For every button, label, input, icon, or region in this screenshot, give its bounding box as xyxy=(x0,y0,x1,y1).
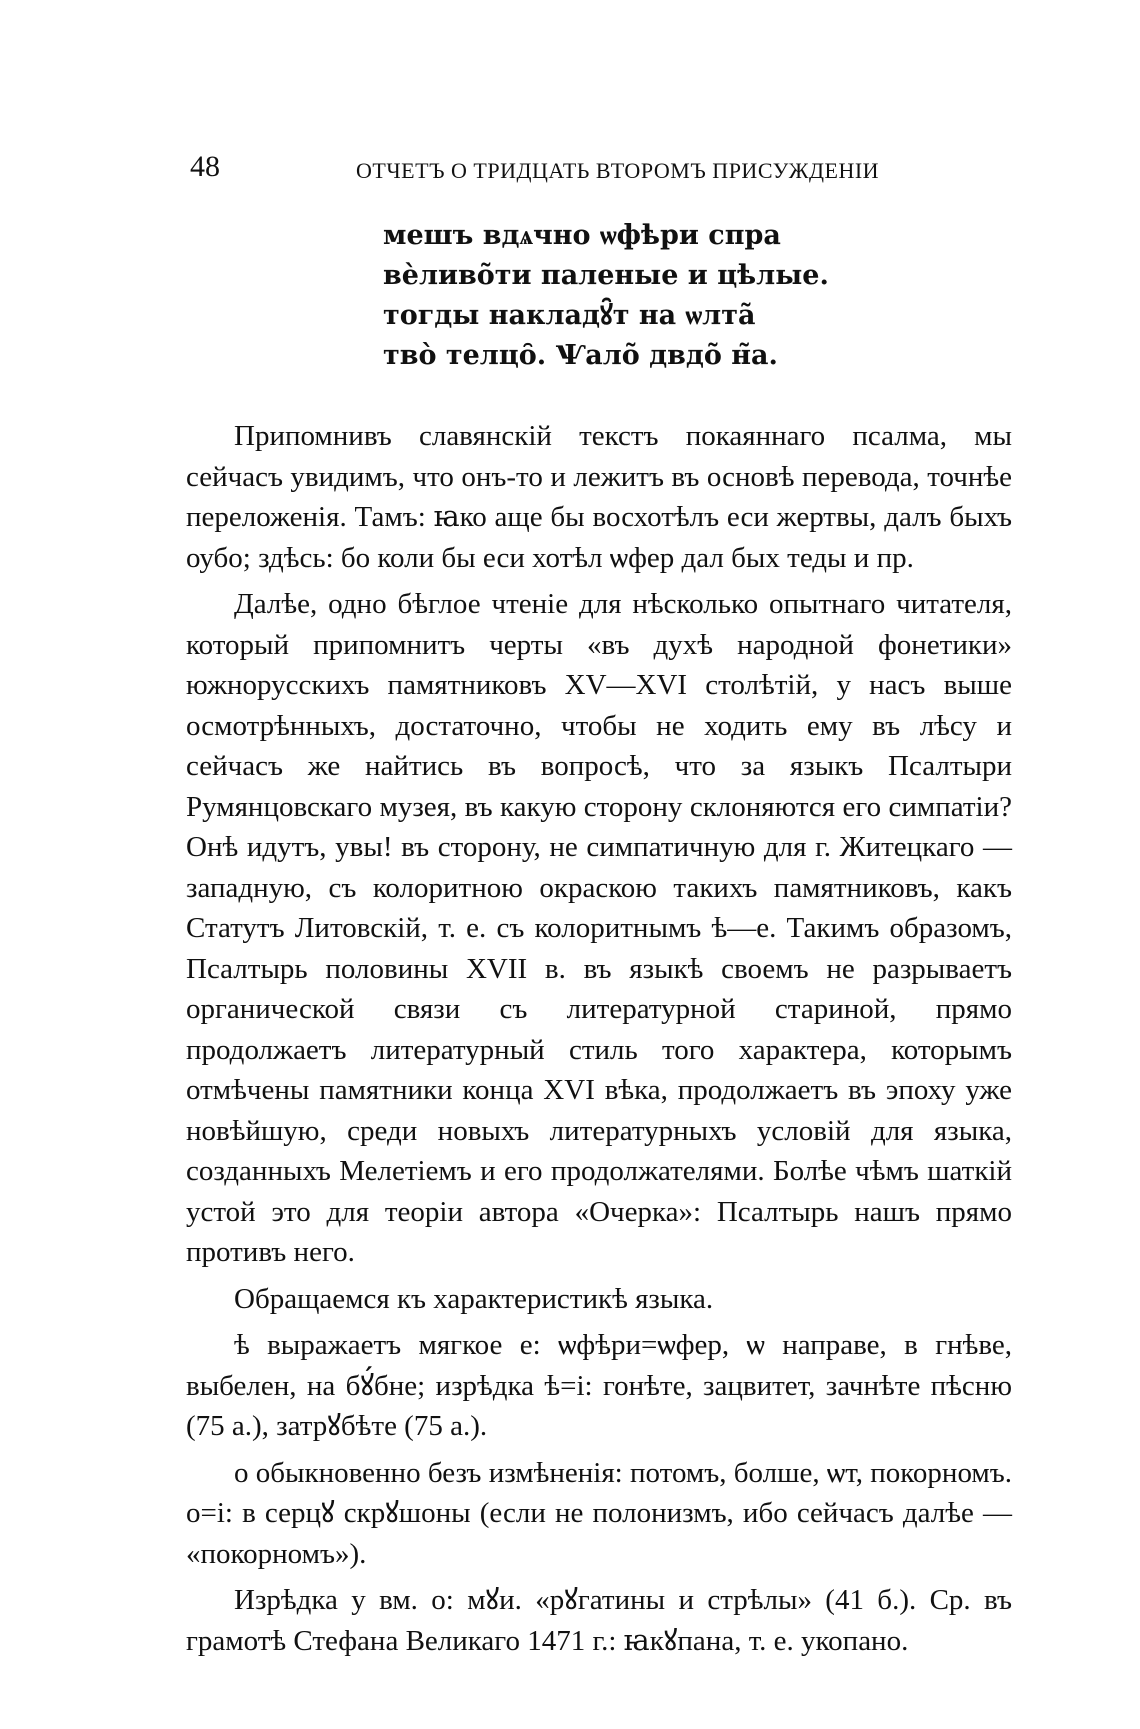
quote-line: вѐливо̃ти паленые и цѣлые. xyxy=(383,260,829,291)
paragraph: Припомнивъ славянскій текстъ покаяннаго псалма, мы сейчасъ увидимъ, что онъ-то и лежитъ въ основѣ перевода, точнѣе переложенія. Тамъ: ꙗко аще бы восхотѣлъ еси жертвы, далъ быхъ оубо; здѣсь: бо коли бы еси хотѣл ѡфер дал бых теды и пр. xyxy=(186,420,1012,574)
slavonic-quote xyxy=(383,216,1012,376)
quote-line: тогды накладꙋ̑т на ѡлта̃ xyxy=(383,300,756,331)
paragraph: Изрѣдка у вм. о: мꙋи. «рꙋгатины и стрѣлы» (41 б.). Ср. въ грамотѣ Стефана Великаго 1471 г.: ꙗкꙋпана, т. е. укопано. xyxy=(186,1584,1012,1657)
body-text xyxy=(186,416,1012,1661)
running-title: ОТЧЕТЪ О ТРИДЦАТЬ ВТОРОМЪ ПРИСУЖДЕНІИ xyxy=(356,158,880,183)
paragraph: Далѣе, одно бѣглое чтеніе для нѣсколько опытнаго читателя, который припомнитъ черты «въ духѣ народной фонетики» южнорусскихъ памятниковъ XV—XVI столѣтій, у насъ выше осмотрѣнныхъ, достаточно, чтобы не ходить ему въ лѣсу и сейчасъ же найтись въ вопросѣ, что за языкъ Псалтыри Румянцовскаго музея, въ какую сторону склоняются его симпатіи? Онѣ идутъ, увы! въ сторону, не симпатичную для г. Житецкаго — западную, съ колоритною окраскою такихъ памятниковъ, какъ Статутъ Литовскій, т. е. съ колоритнымъ ѣ—е. Такимъ образомъ, Псалтырь половины XVII в. въ языкѣ своемъ не разрываетъ органической связи съ литературной стариной, прямо продолжаетъ литературный стиль того характера, которымъ отмѣчены памятники конца XVI вѣка, продолжаетъ въ эпоху уже новѣйшую, среди новыхъ литературныхъ условій для языка, созданныхъ Мелетіемъ и его продолжателями. Болѣе чѣмъ шаткій устой это для теоріи автора «Очерка»: Псалтырь нашъ прямо противъ него. xyxy=(186,588,1012,1268)
page-number: 48 xyxy=(190,150,220,183)
paragraph: о обыкновенно безъ измѣненія: потомъ, болше, ѡт, покорномъ. о=і: в серцꙋ скрꙋшоны (если не полонизмъ, ибо сейчасъ далѣе — «покорномъ»). xyxy=(186,1456,1012,1570)
quote-line: тво̀ телцо̑. Ѱало̃ двдо̃ н̃а. xyxy=(383,340,778,371)
page xyxy=(186,150,1012,1661)
paragraph: Обращаемся къ характеристикѣ языка. xyxy=(234,1282,714,1315)
page-header xyxy=(186,150,1012,194)
quote-line: мешъ вдѧчно ѡфѣри спра xyxy=(383,220,781,251)
paragraph: ѣ выражаетъ мягкое е: ѡфѣри=ѡфер, ѡ направе, в гнѣве, выбелен, на бꙋ́бне; изрѣдка ѣ=і: гонѣте, зацвитет, зачнѣте пѣсню (75 а.), затрꙋбѣте (75 а.). xyxy=(186,1329,1012,1442)
